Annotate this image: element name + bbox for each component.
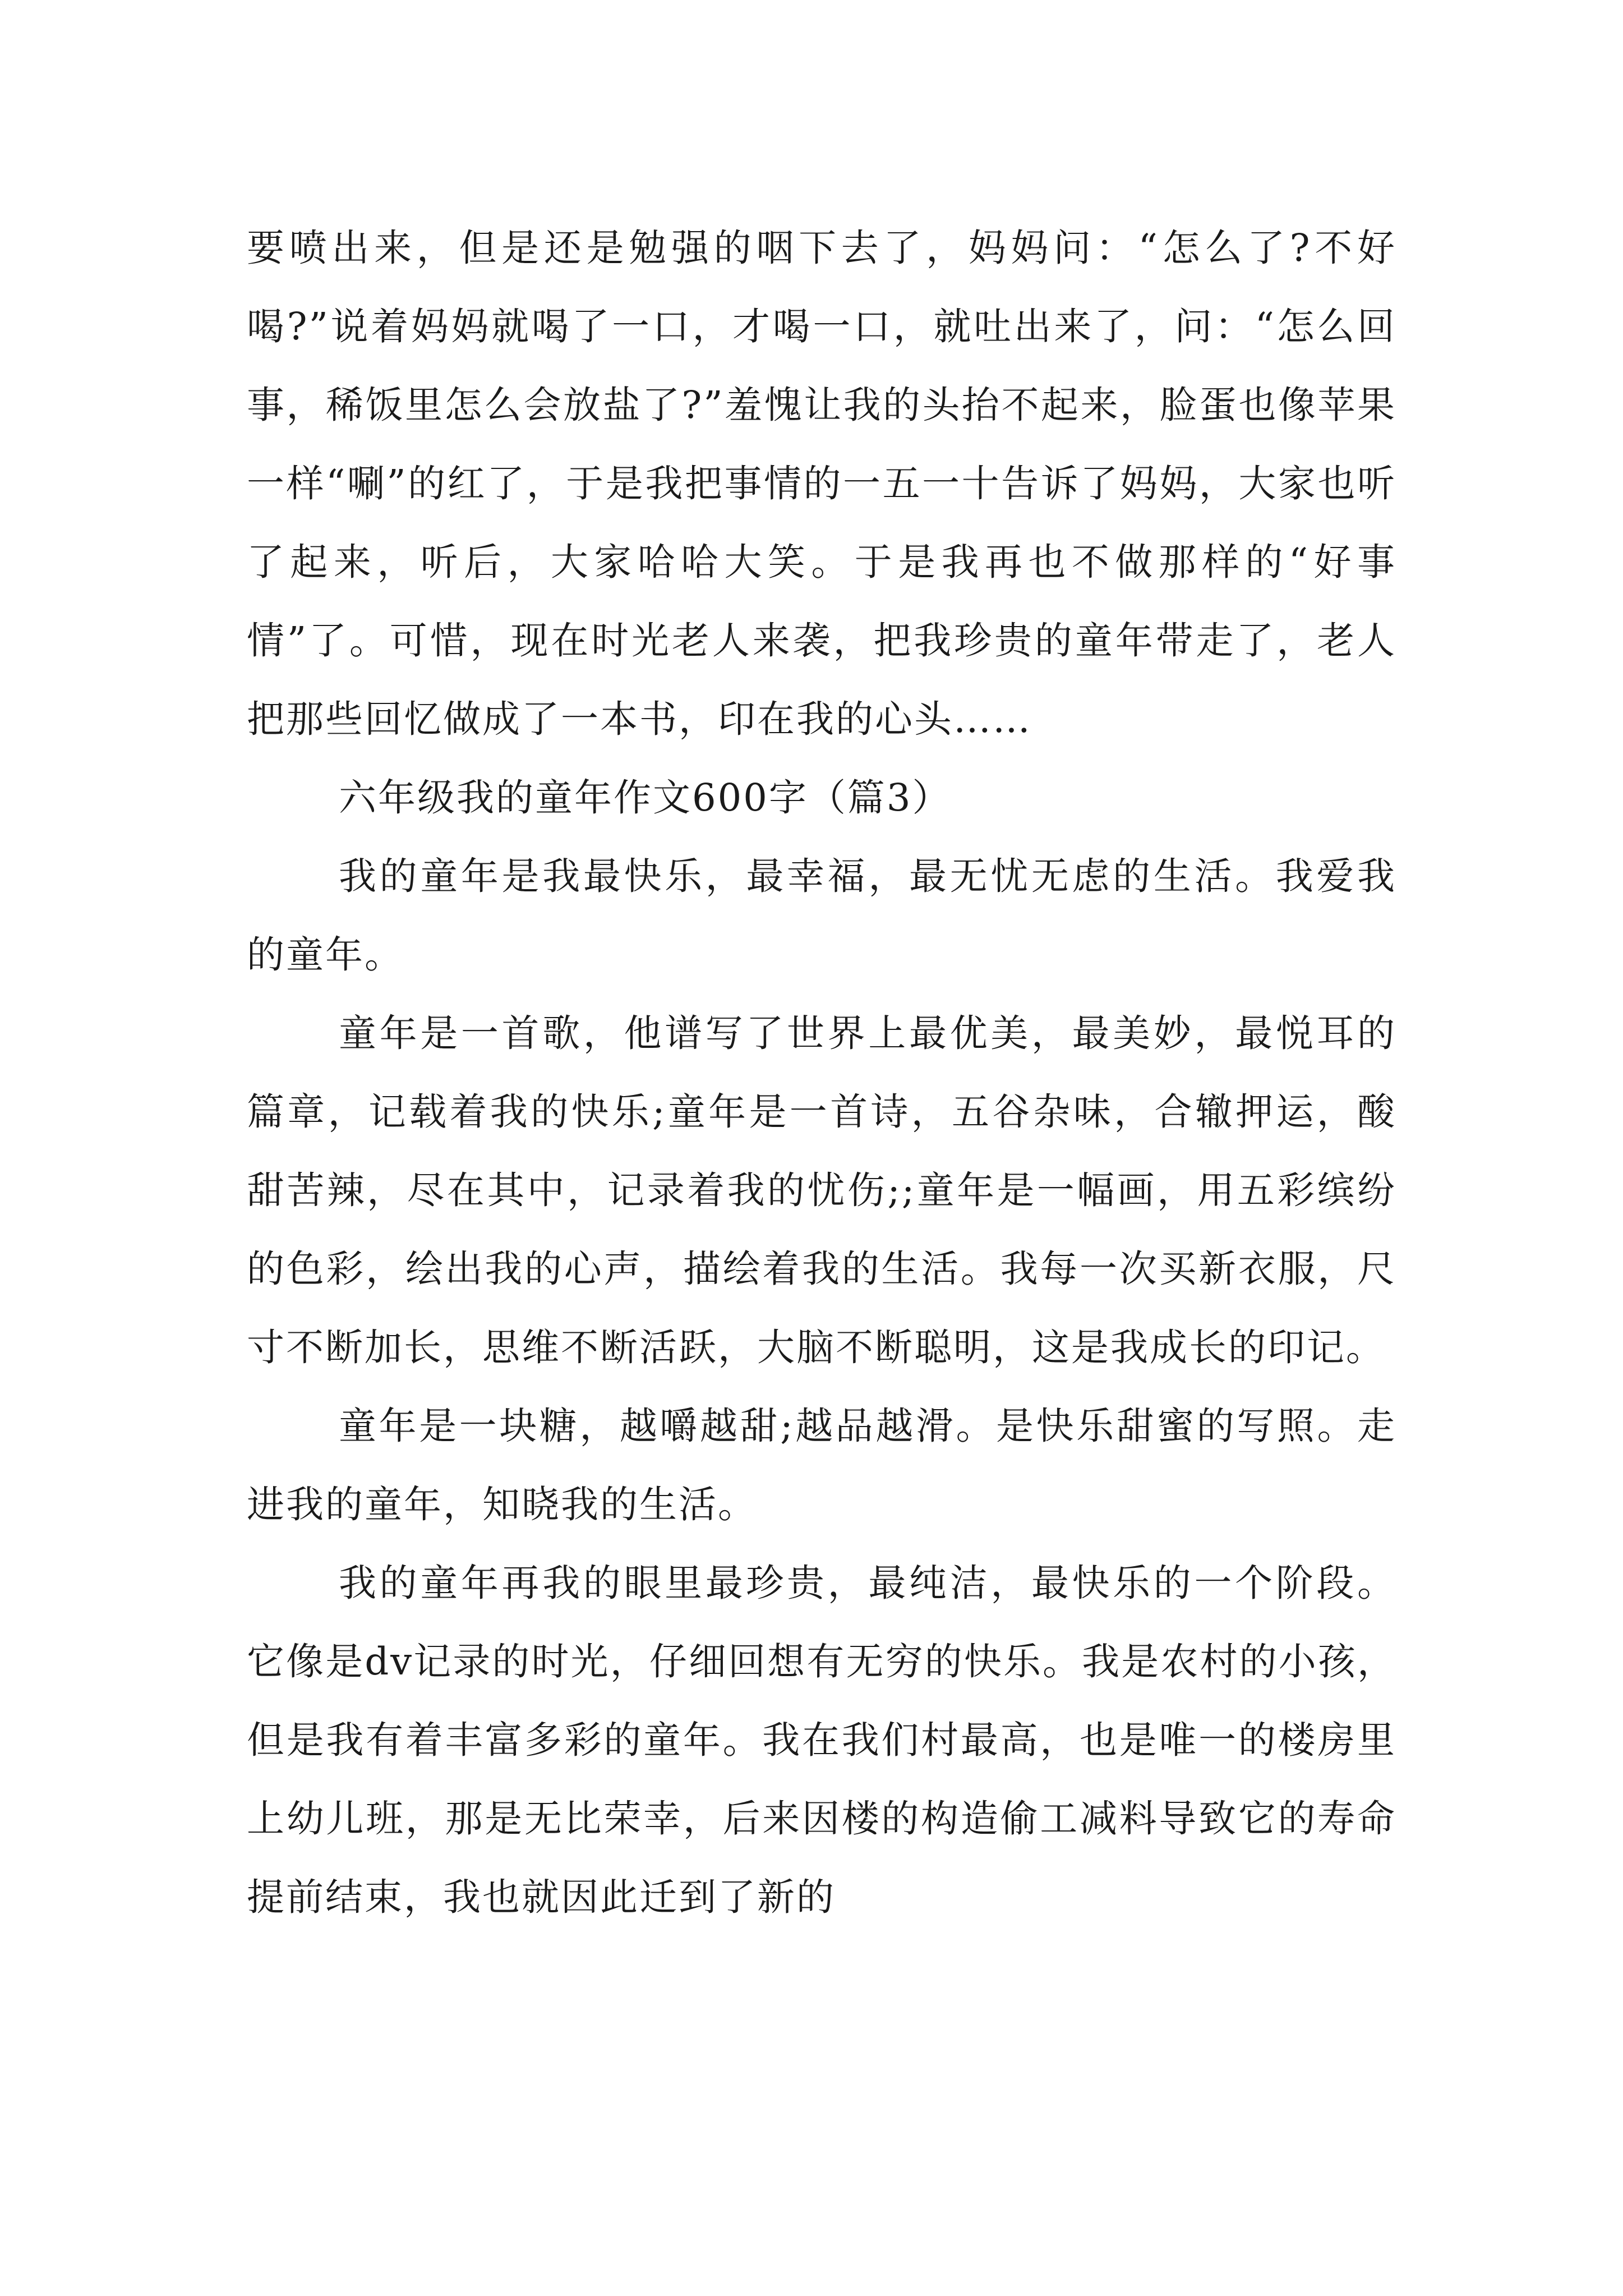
body-paragraph-4: 我的童年再我的眼里最珍贵，最纯洁，最快乐的一个阶段。它像是dv记录的时光，仔细回想有无穷的快乐。我是农村的小孩，但是我有着丰富多彩的童年。我在我们村最高，也是唯一的楼房里上幼儿班，那是无比荣幸，后来因楼的构造偷工减料导致它的寿命提前结束，我也就因此迁到了新的 — [247, 1561, 1396, 1919]
continued-paragraph: 要喷出来，但是还是勉强的咽下去了，妈妈问：“怎么了?不好喝?”说着妈妈就喝了一口，才喝一口，就吐出来了，问：“怎么回事，稀饭里怎么会放盐了?”羞愧让我的头抬不起来，脸蛋也像苹果一样“唰”的红了，于是我把事情的一五一十告诉了妈妈，大家也听了起来，听后，大家哈哈大笑。于是我再也不做那样的“好事情”了。可惜，现在时光老人来袭，把我珍贵的童年带走了，老人把那些回忆做成了一本书，印在我的心头…… — [247, 226, 1396, 741]
section-title: 六年级我的童年作文600字（篇3） — [339, 776, 952, 820]
body-paragraph-3: 童年是一块糖，越嚼越甜;越品越滑。是快乐甜蜜的写照。走进我的童年，知晓我的生活。 — [247, 1404, 1396, 1526]
document-page — [247, 209, 1396, 1936]
body-paragraph-1: 我的童年是我最快乐，最幸福，最无忧无虑的生活。我爱我的童年。 — [247, 854, 1396, 977]
body-paragraph-2: 童年是一首歌，他谱写了世界上最优美，最美妙，最悦耳的篇章，记载着我的快乐;童年是一首诗，五谷杂味，合辙押运，酸甜苦辣，尽在其中，记录着我的忧伤;;童年是一幅画，用五彩缤纷的色彩，绘出我的心声，描绘着我的生活。我每一次买新衣服，尺寸不断加长，思维不断活跃，大脑不断聪明，这是我成长的印记。 — [247, 1011, 1396, 1369]
